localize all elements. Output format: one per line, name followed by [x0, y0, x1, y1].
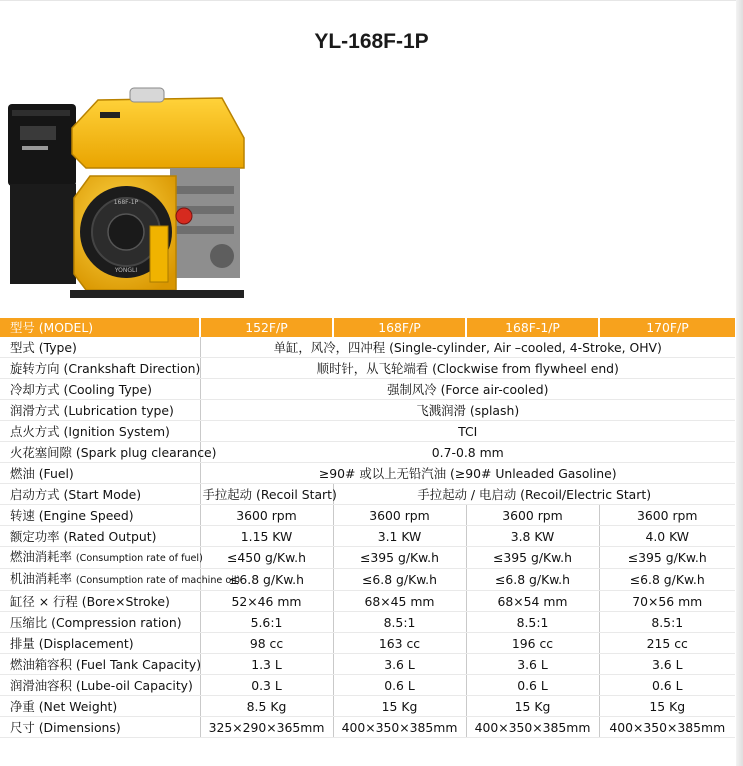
cell: 15 Kg — [466, 696, 599, 717]
page-edge-shadow — [736, 0, 743, 766]
choke-knob — [176, 208, 192, 224]
row-value: ≥90# 或以上无铅汽油 (≥90# Unleaded Gasoline) — [200, 463, 735, 484]
row-value: 强制风冷 (Force air-cooled) — [200, 379, 735, 400]
cell: 68×45 mm — [333, 591, 466, 612]
page-title: YL-168F-1P — [314, 30, 429, 53]
cell: 1.3 L — [200, 654, 333, 675]
row-label — [0, 547, 203, 569]
row-label: 点火方式 (Ignition System) — [0, 421, 200, 442]
table-row — [0, 484, 735, 505]
row-label: 润滑油容积 (Lube-oil Capacity) — [0, 675, 200, 696]
cell: 196 cc — [466, 633, 599, 654]
table-row — [0, 547, 735, 569]
table-row — [0, 696, 735, 717]
cell: 3600 rpm — [466, 505, 599, 526]
table-row — [0, 717, 735, 738]
air-filter-box — [8, 104, 76, 186]
header-170f: 170F/P — [599, 318, 735, 337]
table-header-row — [0, 318, 735, 337]
cell: ≤395 g/Kw.h — [599, 547, 735, 569]
cell: 4.0 KW — [599, 526, 735, 547]
cell: ≤6.8 g/Kw.h — [466, 569, 599, 591]
row-label: 额定功率 (Rated Output) — [0, 526, 200, 547]
cell: 15 Kg — [333, 696, 466, 717]
row-value: 0.7-0.8 mm — [200, 442, 735, 463]
cell: 1.15 KW — [200, 526, 333, 547]
row-label-cn: 机油消耗率 — [10, 571, 72, 586]
row-value: 顺时针，从飞轮端看 (Clockwise from flywheel end) — [200, 358, 735, 379]
row-label: 火花塞间隙 (Spark plug clearance) — [0, 442, 200, 463]
header-168f: 168F/P — [333, 318, 466, 337]
row-label: 润滑方式 (Lubrication type) — [0, 400, 200, 421]
cell: 400×350×385mm — [466, 717, 599, 738]
table-row — [0, 675, 735, 696]
cell: 15 Kg — [599, 696, 735, 717]
table-row — [0, 505, 735, 526]
row-label — [0, 569, 241, 591]
row-label: 旋转方向 (Crankshaft Direction) — [0, 358, 200, 379]
table-row — [0, 591, 735, 612]
row-label-cn: 燃油消耗率 — [10, 549, 72, 564]
cell: 3.8 KW — [466, 526, 599, 547]
row-value: 手拉起动 (Recoil Start) — [200, 484, 333, 505]
table-row — [0, 379, 735, 400]
engine-model-text: 168F-1P — [113, 199, 139, 206]
cell: 70×56 mm — [599, 591, 735, 612]
row-label: 缸径 × 行程 (Bore×Stroke) — [0, 591, 200, 612]
cell: 8.5:1 — [466, 612, 599, 633]
cell: 8.5:1 — [599, 612, 735, 633]
top-divider — [0, 0, 743, 1]
cell: 8.5 Kg — [200, 696, 333, 717]
table-row — [0, 421, 735, 442]
cell: ≤6.8 g/Kw.h — [599, 569, 735, 591]
fuel-tank — [72, 98, 244, 168]
cell: 400×350×385mm — [333, 717, 466, 738]
cell: 3.6 L — [599, 654, 735, 675]
table-row — [0, 358, 735, 379]
row-value: 手拉起动 / 电启动 (Recoil/Electric Start) — [333, 484, 735, 505]
cell: ≤395 g/Kw.h — [333, 547, 466, 569]
table-row — [0, 463, 735, 484]
engine-photo — [0, 76, 262, 308]
table-row — [0, 569, 735, 591]
row-label-en: (Consumption rate of fuel) — [75, 553, 203, 564]
cell: 0.6 L — [599, 675, 735, 696]
cell: 3.6 L — [466, 654, 599, 675]
cell: 5.6:1 — [200, 612, 333, 633]
cell: 0.6 L — [466, 675, 599, 696]
table-row — [0, 442, 735, 463]
cell: 400×350×385mm — [599, 717, 735, 738]
row-label: 转速 (Engine Speed) — [0, 505, 200, 526]
cell: 3.6 L — [333, 654, 466, 675]
spec-table — [0, 318, 735, 738]
cell: 8.5:1 — [333, 612, 466, 633]
row-label: 启动方式 (Start Mode) — [0, 484, 200, 505]
engine-brand-text: YONGLI — [114, 267, 138, 274]
header-168f-1: 168F-1/P — [466, 318, 599, 337]
row-label: 尺寸 (Dimensions) — [0, 717, 200, 738]
row-label: 燃油箱容积 (Fuel Tank Capacity) — [0, 654, 200, 675]
cell: 325×290×365mm — [200, 717, 333, 738]
cell: 0.3 L — [200, 675, 333, 696]
row-label: 型式 (Type) — [0, 337, 200, 358]
cell: 3600 rpm — [333, 505, 466, 526]
row-label: 燃油 (Fuel) — [0, 463, 200, 484]
cell: 215 cc — [599, 633, 735, 654]
row-label: 净重 (Net Weight) — [0, 696, 200, 717]
header-152f: 152F/P — [200, 318, 333, 337]
cell: 3600 rpm — [599, 505, 735, 526]
cell: 0.6 L — [333, 675, 466, 696]
row-value: TCI — [200, 421, 735, 442]
row-label: 压缩比 (Compression ration) — [0, 612, 200, 633]
cell: ≤6.8 g/Kw.h — [200, 569, 333, 591]
row-label: 排量 (Displacement) — [0, 633, 200, 654]
table-row — [0, 526, 735, 547]
table-row — [0, 612, 735, 633]
row-value: 单缸，风冷，四冲程 (Single-cylinder, Air –cooled, 4-Stroke, OHV) — [200, 337, 735, 358]
table-row — [0, 633, 735, 654]
row-label-en: (Consumption rate of machine oil) — [75, 575, 241, 586]
table-row — [0, 654, 735, 675]
cell: 68×54 mm — [466, 591, 599, 612]
row-value: 飞溅润滑 (splash) — [200, 400, 735, 421]
table-row — [0, 337, 735, 358]
cell: 98 cc — [200, 633, 333, 654]
row-label: 冷却方式 (Cooling Type) — [0, 379, 200, 400]
cell: 52×46 mm — [200, 591, 333, 612]
cell: ≤450 g/Kw.h — [200, 547, 333, 569]
cell: ≤395 g/Kw.h — [466, 547, 599, 569]
table-row — [0, 400, 735, 421]
cell: 3.1 KW — [333, 526, 466, 547]
cell: 3600 rpm — [200, 505, 333, 526]
header-model: 型号 (MODEL) — [0, 318, 200, 337]
cell: 163 cc — [333, 633, 466, 654]
cell: ≤6.8 g/Kw.h — [333, 569, 466, 591]
